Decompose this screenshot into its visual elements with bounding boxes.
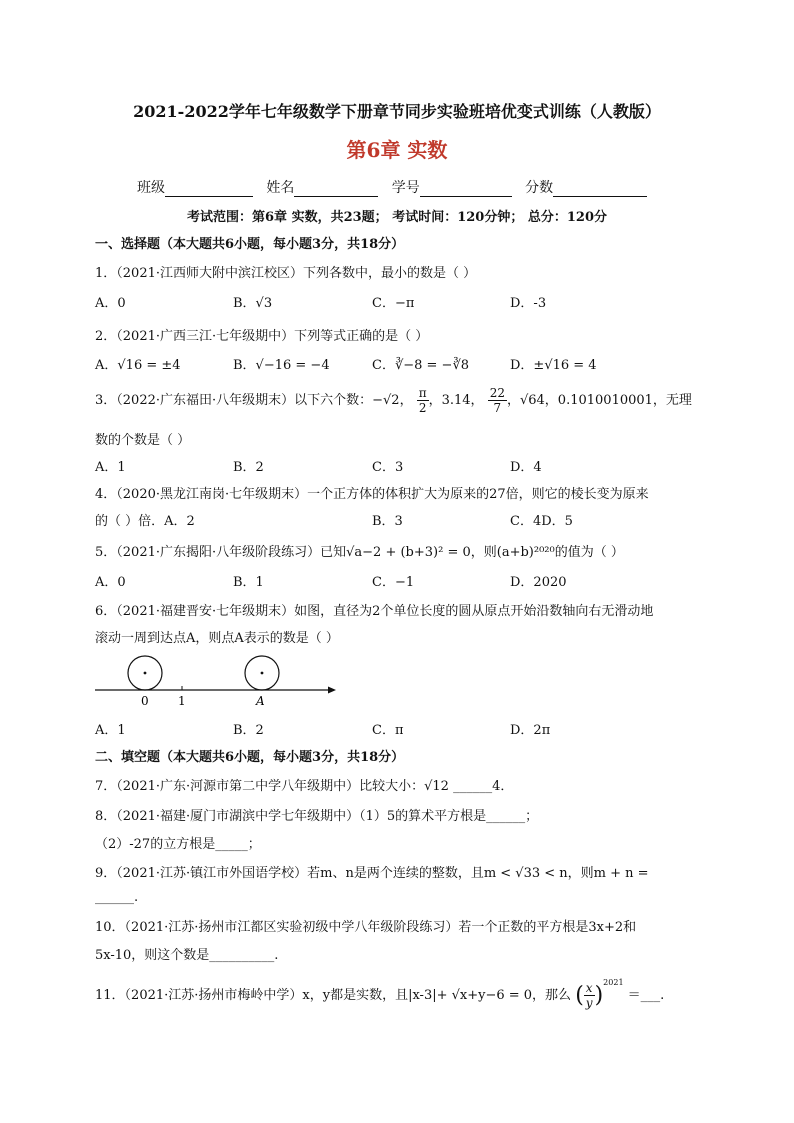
q11-frac-x-over-y [584, 981, 595, 1010]
q2-option-b[interactable]: B．√−16 = −4 [233, 358, 330, 373]
question-5: 5．（2021·广东揭阳·八年级阶段练习）已知√a−2 + (b+3)² = 0，则(a+b)²⁰²⁰的值为（ ） [95, 545, 624, 560]
q11-frac-den: y [585, 996, 593, 1010]
q3-frac-pi-over-2 [417, 386, 429, 415]
question-2: 2．（2021·广西三江·七年级期中）下列等式正确的是（ ） [95, 329, 429, 344]
question-3 [95, 386, 692, 415]
q3-option-c[interactable]: C．3 [372, 460, 404, 475]
q1-option-a[interactable]: A．0 [95, 296, 126, 311]
question-4: 4．（2020·黑龙江南岗·七年级期末）一个正方体的体积扩大为原来的27倍，则它的棱长变为原来 [95, 487, 649, 502]
q5-option-a[interactable]: A．0 [95, 575, 126, 590]
q4-option-b[interactable]: B．3 [372, 514, 403, 529]
q3-option-d[interactable]: D．4 [510, 460, 542, 475]
field-score-blank[interactable] [553, 182, 647, 197]
circle-end-center [261, 672, 264, 675]
field-id-blank[interactable] [420, 182, 512, 197]
q3-option-a[interactable]: A．1 [95, 460, 126, 475]
question-6-line2: 滚动一周到达点A，则点A表示的数是（ ） [95, 631, 339, 646]
exam-scope: 考试范围：第6章 实数，共23题； 考试时间：120分钟； 总分：120分 [187, 210, 607, 225]
q3-tail: ，√64，0.1010010001，无理 [506, 393, 692, 408]
question-8-line2: （2）-27的立方根是_____； [95, 837, 261, 852]
q1-option-d[interactable]: D．-3 [510, 296, 547, 311]
q3-frac2-den: 7 [493, 401, 502, 415]
q1-option-c[interactable]: C．−π [372, 296, 415, 311]
q6-option-b[interactable]: B．2 [233, 723, 264, 738]
axis-arrow [328, 687, 336, 694]
q1-option-b[interactable]: B．√3 [233, 296, 273, 311]
question-10-line2: 5x-10，则这个数是__________. [95, 948, 279, 963]
circle-start-center [144, 672, 147, 675]
q5-option-b[interactable]: B．1 [233, 575, 264, 590]
label-0: 0 [141, 694, 149, 708]
q11-paren-close: ) [594, 983, 604, 1008]
q3-stem-a: 3．（2022·广东福田·八年级期末）以下六个数：−√2， [95, 393, 413, 408]
question-9-line2: ______. [95, 890, 139, 905]
q5-option-d[interactable]: D．2020 [510, 575, 567, 590]
info-row [137, 177, 647, 197]
q6-option-d[interactable]: D．2π [510, 723, 551, 738]
q2-option-d[interactable]: D．±√16 = 4 [510, 358, 597, 373]
question-6: 6．（2021·福建晋安·七年级期末）如图，直径为2个单位长度的圆从原点开始沿数轴向右无滑动地 [95, 604, 654, 619]
q3-frac-22-over-7 [488, 386, 507, 415]
question-9: 9．（2021·江苏·镇江市外国语学校）若m、n是两个连续的整数，且m < √33 < n，则m + n = [95, 866, 649, 881]
question-3-line2: 数的个数是（ ） [95, 433, 191, 448]
q6-option-c[interactable]: C．π [372, 723, 404, 738]
q2-option-c[interactable]: C．∛−8 = −∛8 [372, 358, 469, 373]
field-class-blank[interactable] [165, 182, 253, 197]
field-class-label: 班级 [137, 180, 165, 196]
q11-exponent: 2021 [603, 978, 624, 987]
q11-paren-open: ( [575, 983, 584, 1008]
q11-stem: 11．（2021·江苏·扬州市梅岭中学）x，y都是实数，且|x-3|+ √x+y−6 = 0，那么 [95, 988, 572, 1003]
label-1: 1 [178, 694, 186, 708]
question-10: 10．（2021·江苏·扬州市江都区实验初级中学八年级阶段练习）若一个正数的平方根是3x+2和 [95, 920, 637, 935]
q6-option-a[interactable]: A．1 [95, 723, 126, 738]
q11-frac-num: x [585, 981, 593, 995]
section-fill: 二、填空题（本大题共6小题，每小题3分，共18分） [95, 750, 405, 765]
q3-frac2-num: 22 [489, 386, 505, 400]
q4-option-cd[interactable]: C．4D．5 [510, 514, 573, 529]
q5-option-c[interactable]: C．−1 [372, 575, 415, 590]
field-id-label: 学号 [391, 180, 420, 196]
q11-tail: ＝___. [627, 988, 665, 1003]
question-4-line2: 的（ ）倍．A．2 [95, 514, 195, 529]
q3-mid: ，3.14， [428, 393, 484, 408]
q3-frac1-den: 2 [418, 401, 427, 415]
q2-option-a[interactable]: A．√16 = ±4 [95, 358, 181, 373]
chapter-title: 第6章 实数 [346, 138, 448, 162]
number-line-figure [90, 652, 350, 710]
question-7: 7．（2021·广东·河源市第二中学八年级期中）比较大小：√12 ______4． [95, 779, 514, 794]
q3-frac1-num: π [418, 386, 427, 400]
field-score-label: 分数 [525, 180, 554, 196]
question-1: 1．（2021·江西师大附中滨江校区）下列各数中，最小的数是（ ） [95, 266, 477, 281]
section-choice: 一、选择题（本大题共6小题，每小题3分，共18分） [95, 237, 405, 252]
label-A: A [256, 694, 265, 708]
field-name-label: 姓名 [266, 180, 295, 196]
field-name-blank[interactable] [294, 182, 378, 197]
document-title: 2021-2022学年七年级数学下册章节同步实验班培优变式训练（人教版） [133, 102, 661, 121]
question-11 [95, 978, 664, 1010]
question-8: 8．（2021·福建·厦门市湖滨中学七年级期中）（1）5的算术平方根是______； [95, 809, 539, 824]
q3-option-b[interactable]: B．2 [233, 460, 264, 475]
